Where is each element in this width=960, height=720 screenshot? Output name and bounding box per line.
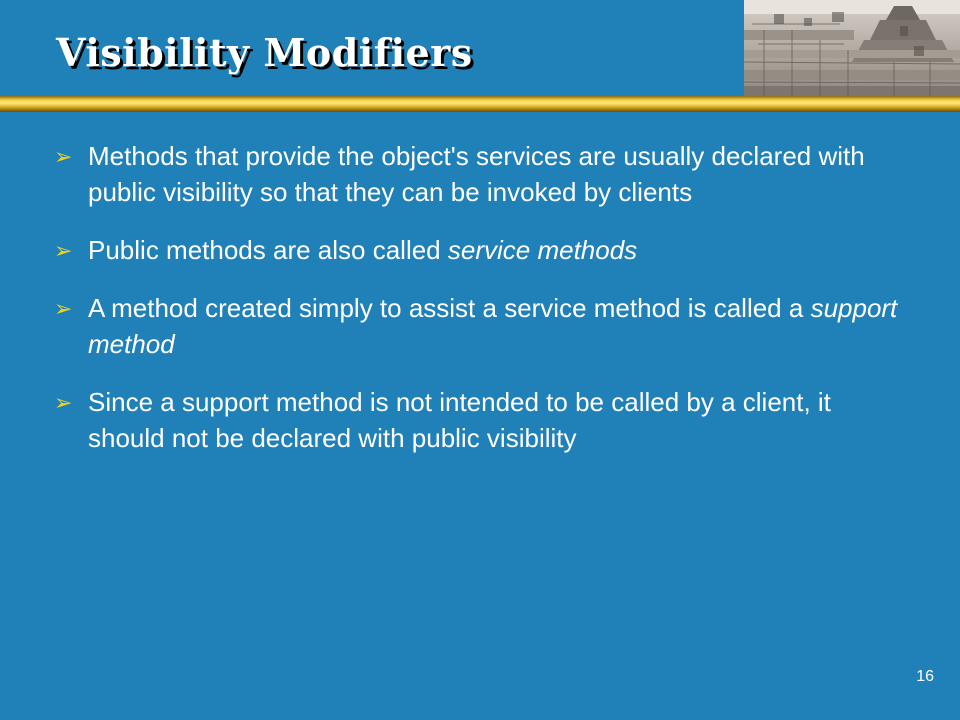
bullet-item [54,232,914,268]
bullet-text: Methods that provide the object's services are usually declared with public visibility so that they can be invoked by clients [88,141,865,207]
ancient-ruins-image [744,0,960,98]
title-underline-bar [0,96,960,112]
bullet-text: A method created simply to assist a service method is called a [88,293,811,323]
bullet-item [54,384,914,456]
arrow-bullet-icon: ➢ [54,144,73,169]
page-number: 16 [916,668,934,685]
arrow-bullet-icon: ➢ [54,390,73,415]
arrow-bullet-icon: ➢ [54,238,73,263]
bullet-text: Public methods are also called [88,235,448,265]
header-photo [744,0,960,98]
bullet-list [54,138,914,478]
bullet-emphasis: service methods [447,235,638,265]
slide-title: Visibility Modifiers [56,30,473,75]
bullet-item [54,138,914,210]
bullet-item [54,290,914,362]
bullet-text: Since a support method is not intended to be called by a client, it should not be declared with public visibility [88,387,831,453]
arrow-bullet-icon: ➢ [54,296,73,321]
bullet-emphasis: support method [88,293,898,359]
